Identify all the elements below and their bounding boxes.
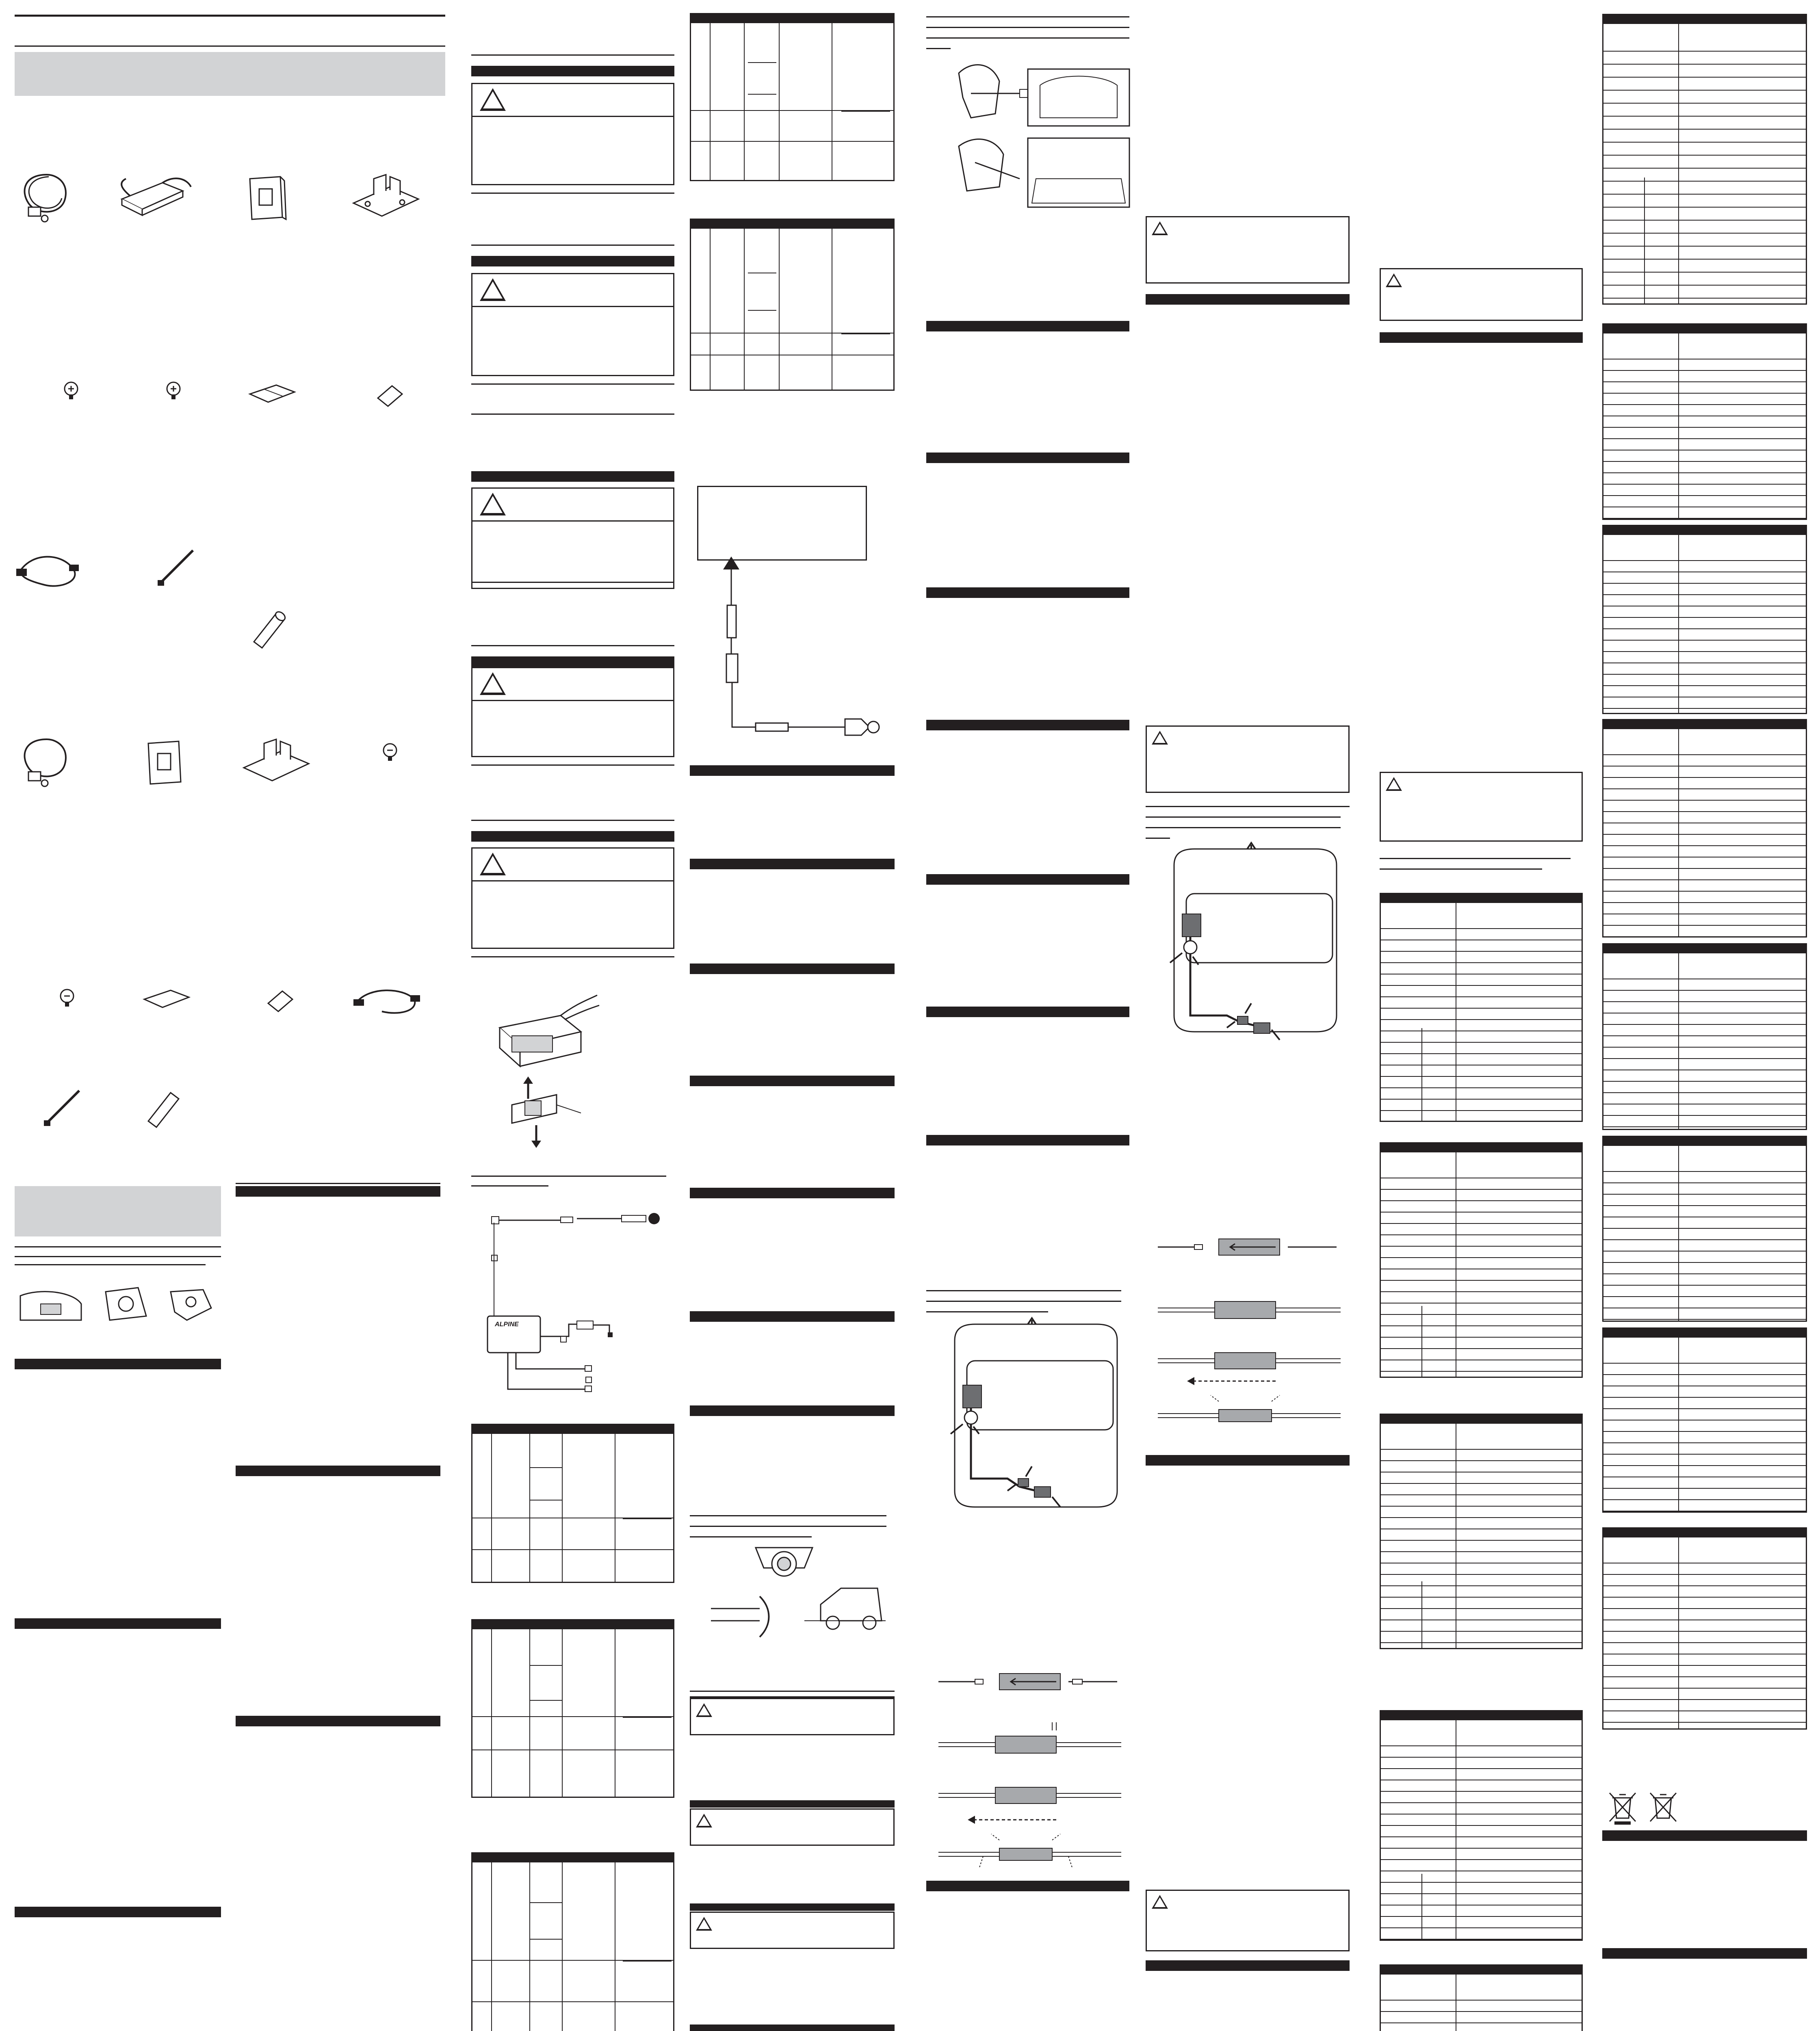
weee-crossed-bin-icon [1606,1790,1639,1826]
code-table [1602,14,1807,305]
code-table [1602,1527,1807,1730]
double-sided-tape-illustration [248,382,297,406]
tube-illustration [244,605,288,650]
caution-box [690,1808,895,1846]
rule [15,1264,206,1265]
section-bar [926,1135,1129,1145]
section-bar [15,1359,221,1369]
code-table [1380,1964,1583,2031]
section-bar [1146,294,1350,305]
rule [926,48,951,49]
caution-triangle-icon [1386,777,1402,791]
code-table [1380,893,1583,1122]
caution-triangle-icon [480,672,506,695]
caution-triangle-icon [480,493,506,515]
section-bar [690,859,895,869]
code-table [1602,1136,1807,1322]
vehicle-wiring-diagram [1166,841,1345,1052]
screw-illustration [61,380,81,400]
caution-box [690,1912,895,1949]
caution-triangle-icon [1152,1895,1168,1909]
brand-logo: ALPINE [495,1321,519,1328]
cable-joint-steps-diagram [934,1649,1129,1885]
code-table [1602,525,1807,714]
rule [1146,838,1170,839]
caution-triangle-icon [480,88,506,111]
bracket-illustration [244,171,288,227]
rule [1380,858,1571,859]
section-bar [690,2025,895,2031]
section-bar [471,656,674,667]
section-bar [471,831,674,842]
caution-triangle-icon [480,278,506,301]
extension-cable-illustration [349,983,422,1020]
rule [471,193,674,194]
rule [15,1256,221,1257]
rule [471,245,674,246]
section-bar [690,1405,895,1416]
battery-crossed-bin-icon [1647,1790,1679,1822]
rule [926,1301,1121,1302]
section-bar [1602,1948,1807,1959]
rule [926,1311,1048,1312]
control-box-removal-diagram [488,991,601,1170]
rule [471,414,674,415]
section-bar [236,1466,440,1476]
caution-triangle-icon [696,1917,712,1931]
code-table [1380,1710,1583,1941]
code-table [1602,719,1807,938]
section-bar [690,1311,895,1322]
section-bar [1146,1455,1350,1466]
section-panel [15,1186,221,1236]
section-bar [926,1007,1129,1017]
section-bar [926,720,1129,730]
caution-triangle-icon [1152,221,1168,235]
section-bar [15,1618,221,1629]
rule [471,764,674,766]
spec-table [471,1852,674,2031]
caution-box [1146,725,1350,793]
caution-box [471,273,674,376]
cable-joint-steps-diagram [1154,1215,1349,1442]
section-bar [471,256,674,266]
caution-box [471,847,674,949]
caution-triangle-icon [696,1814,712,1827]
title-panel [15,52,445,96]
wiring-diagram [479,1194,674,1414]
camera-position-illustration [707,1539,886,1661]
rule [926,37,1129,39]
rule [471,1185,548,1187]
section-bar [926,453,1129,463]
caution-box [471,667,674,757]
rule [471,956,674,957]
camera-connection-diagram [715,556,894,743]
rule [690,1526,886,1527]
top-rule-2 [15,45,445,47]
double-sided-tape-illustration [142,987,191,1011]
rule [1380,868,1542,870]
code-table [1602,943,1807,1130]
caution-box [471,83,674,185]
rule [471,820,674,821]
rule [471,645,674,646]
spec-table [690,219,895,391]
top-rule [15,15,445,17]
section-bar [690,964,895,974]
cable-routing-illustration [947,57,1133,211]
bracket-illustration [142,735,187,792]
caution-triangle-icon [480,853,506,875]
code-table [1602,1327,1807,1513]
caution-box [1380,268,1583,321]
rule [690,1515,886,1516]
rule [471,582,674,583]
section-bar [926,321,1129,331]
rule [236,1183,440,1184]
cleaning-pad-illustration [264,987,297,1016]
monitor-box [697,486,867,561]
cable-tie-illustration [41,1085,85,1129]
caution-box [1380,772,1583,842]
mount-plate-illustration [240,735,313,788]
caution-box [690,1698,895,1735]
vehicle-mount-illustration [16,1280,219,1324]
section-bar [690,765,895,776]
screw-illustration [57,987,77,1007]
section-bar [236,1186,440,1197]
section-bar [926,874,1129,885]
rule [690,1536,812,1537]
section-bar [690,1188,895,1198]
rule [471,383,674,385]
rule [15,1246,221,1247]
spec-table [471,1619,674,1798]
rule [690,1691,895,1692]
section-bar [15,1907,221,1917]
code-table [1380,1142,1583,1378]
camera-cable-illustration [16,731,77,792]
rule [926,16,1129,17]
screw-illustration [163,380,184,400]
extension-cable-illustration [12,548,81,593]
spec-table [690,13,895,181]
rule [1146,806,1350,807]
section-bar [690,1903,895,1911]
caution-triangle-icon [1152,731,1168,745]
rule [1146,827,1341,828]
section-bar [690,1800,895,1808]
section-bar [1146,1960,1350,1971]
caution-triangle-icon [1386,273,1402,287]
code-table [1602,323,1807,520]
camera-cable-illustration [16,167,77,227]
rule [1146,816,1341,818]
caution-box [1146,216,1350,284]
tube-illustration [138,1085,183,1129]
rule [926,27,1129,28]
section-bar [471,66,674,76]
screw-illustration [380,741,400,762]
spec-table [471,1424,674,1583]
cable-tie-illustration [154,544,199,589]
rule [926,1290,1121,1291]
cleaning-pad-illustration [374,382,406,410]
vehicle-wiring-diagram [947,1316,1125,1527]
rule [471,54,674,56]
section-bar [236,1716,440,1726]
control-box-illustration [114,171,195,223]
section-bar [690,1076,895,1086]
section-bar [1380,332,1583,343]
caution-box [471,487,674,589]
mount-plate-illustration [349,171,422,223]
section-bar [471,471,674,482]
section-bar [926,587,1129,598]
code-table [1380,1414,1583,1649]
caution-box [1146,1890,1350,1951]
section-bar [926,1881,1129,1891]
caution-triangle-icon [696,1703,712,1717]
rule [471,1176,666,1177]
section-bar [1602,1830,1807,1841]
